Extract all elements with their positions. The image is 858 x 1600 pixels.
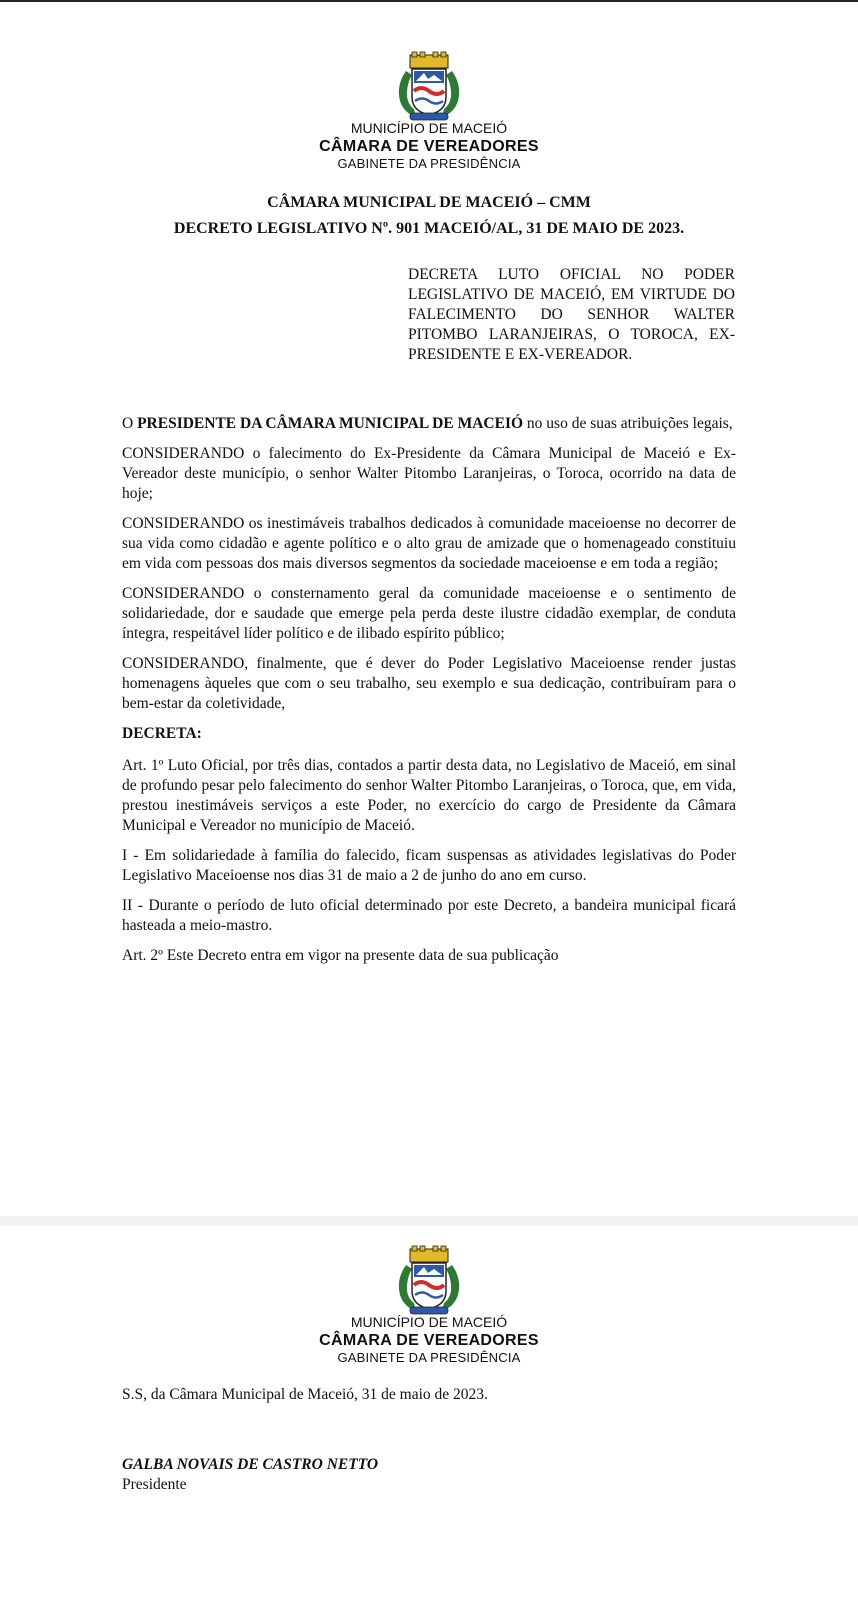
decree-body <box>122 414 736 976</box>
document-title: CÂMARA MUNICIPAL DE MACEIÓ – CMM <box>267 194 591 211</box>
city-crest-logo <box>394 51 464 123</box>
city-crest-logo <box>394 1245 464 1317</box>
letterhead <box>0 120 858 172</box>
article-1-inciso-1: I - Em solidariedade à família do falecido, ficam suspensas as atividades legislativas do Poder Legislativo Maceioense nos dias 31 de maio a 2 de junho do ano em curso. <box>122 847 736 884</box>
decreta-heading: DECRETA: <box>122 725 202 742</box>
considerando-4: CONSIDERANDO, finalmente, que é dever do Poder Legislativo Maceioense render justas homenagens àqueles que com o seu trabalho, seu exemplo e sua dedicação, contribuíram para o bem-estar da coletividade, <box>122 655 736 712</box>
decree-summary: DECRETA LUTO OFICIAL NO PODER LEGISLATIVO DE MACEIÓ, EM VIRTUDE DO FALECIMENTO DO SENHOR WALTER PITOMBO LARANJEIRAS, O TOROCA, EX-PRESIDENTE E EX-VEREADOR. <box>408 266 735 363</box>
article-2: Art. 2º Este Decreto entra em vigor na presente data de sua publicação <box>122 947 559 964</box>
signatory-role: Presidente <box>122 1476 187 1493</box>
page-1 <box>0 2 858 1216</box>
signatory-name: GALBA NOVAIS DE CASTRO NETTO <box>122 1456 379 1473</box>
article-1-inciso-2: II - Durante o período de luto oficial determinado por este Decreto, a bandeira municipal ficará hasteada a meio-mastro. <box>122 897 736 934</box>
office-name: GABINETE DA PRESIDÊNCIA <box>337 156 521 171</box>
preamble-authority: PRESIDENTE DA CÂMARA MUNICIPAL DE MACEIÓ <box>137 415 524 432</box>
considerando-3: CONSIDERANDO o consternamento geral da comunidade maceioense e o sentimento de solidariedade, dor e saudade que emerge pela perda deste ilustre cidadão exemplar, de conduta íntegra, respeitável líder político e de ilibado espírito público; <box>122 585 736 642</box>
municipality-name: MUNICÍPIO DE MACEIÓ <box>350 120 508 136</box>
article-1: Art. 1º Luto Oficial, por três dias, contados a partir desta data, no Legislativo de Maceió, em sinal de profundo pesar pelo falecimento do senhor Walter Pitombo Laranjeiras, o Toroca, que, em vida, prestou inestimáveis serviços a este Poder, no exercício do cargo de Presidente da Câmara Municipal e Vereador no município de Maceió. <box>122 757 736 834</box>
decree-number-title: DECRETO LEGISLATIVO Nº. 901 MACEIÓ/AL, 31 DE MAIO DE 2023. <box>173 220 685 237</box>
page-2 <box>0 1226 858 1600</box>
council-name: CÂMARA DE VEREADORES <box>319 1332 539 1349</box>
municipality-name: MUNICÍPIO DE MACEIÓ <box>350 1314 508 1330</box>
office-name: GABINETE DA PRESIDÊNCIA <box>337 1350 521 1365</box>
council-name: CÂMARA DE VEREADORES <box>319 138 539 155</box>
considerando-2: CONSIDERANDO os inestimáveis trabalhos dedicados à comunidade maceioense no decorrer de sua vida como cidadão e agente político e o alto grau de amizade que o homenageado constituiu em vida com pessoas dos mais diversos segmentos da sociedade maceioense e em toda a região; <box>122 515 736 572</box>
closing-date-line: S.S, da Câmara Municipal de Maceió, 31 de maio de 2023. <box>122 1386 488 1403</box>
letterhead <box>0 1314 858 1366</box>
preamble: O PRESIDENTE DA CÂMARA MUNICIPAL DE MACEIÓ no uso de suas atribuições legais, <box>122 415 733 432</box>
considerando-1: CONSIDERANDO o falecimento do Ex-Presidente da Câmara Municipal de Maceió e Ex-Vereador deste município, o senhor Walter Pitombo Laranjeiras, o Toroca, ocorrido na data de hoje; <box>122 445 736 502</box>
